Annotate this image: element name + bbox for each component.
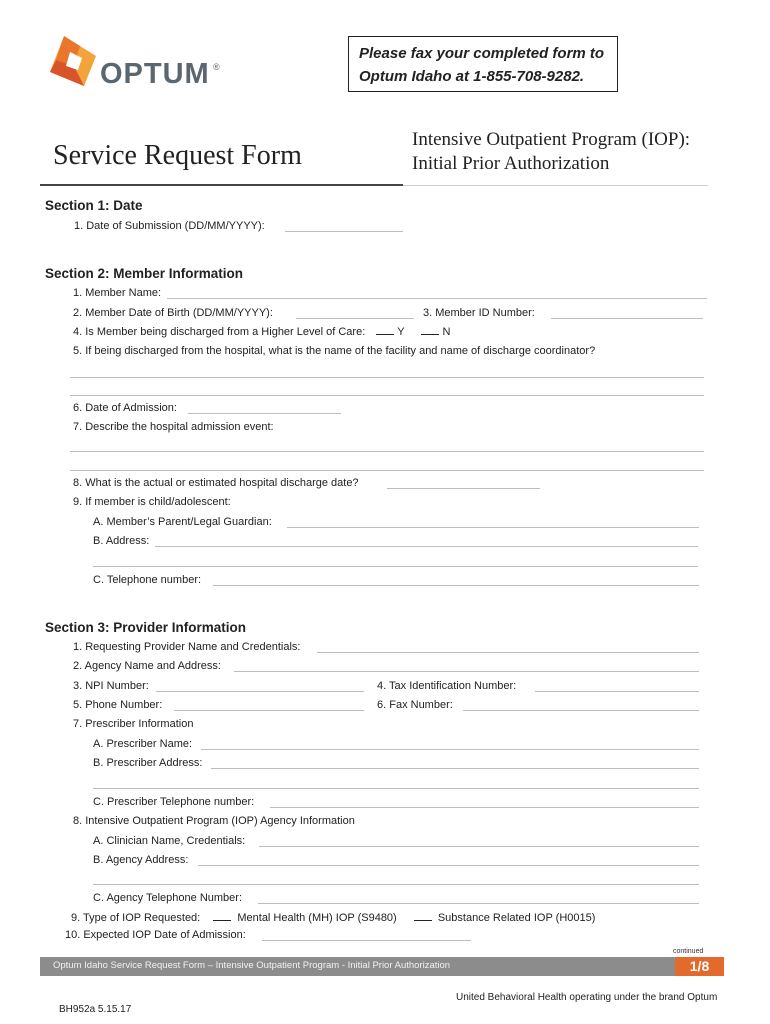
form-code: BH952a 5.15.17 — [59, 1004, 132, 1015]
admission-date-field[interactable] — [188, 413, 341, 414]
guardian-field[interactable] — [287, 527, 699, 528]
logo-wordmark: OPTUM — [100, 58, 210, 90]
expected-admission-label: 10. Expected IOP Date of Admission: — [65, 929, 246, 941]
admission-date-label: 6. Date of Admission: — [73, 402, 177, 414]
admission-event-field-2[interactable] — [70, 470, 704, 471]
guardian-address-label: B. Address: — [93, 535, 150, 547]
fax-line-2: Optum Idaho at 1-855-708-9282. — [359, 68, 585, 85]
header-divider-light — [403, 185, 708, 186]
prescriber-address-field-2[interactable] — [93, 788, 699, 789]
discharge-facility-label: 5. If being discharged from the hospital, what is the name of the facility and name of discharge coordinator? — [73, 345, 596, 357]
form-title: Service Request Form — [53, 140, 302, 171]
admission-event-label: 7. Describe the hospital admission event: — [73, 421, 274, 433]
requesting-provider-field[interactable] — [317, 652, 699, 653]
discharge-date-field[interactable] — [387, 488, 540, 489]
member-name-field[interactable] — [167, 298, 707, 299]
agency-name-field[interactable] — [234, 671, 699, 672]
iop-type-mh: Mental Health (MH) IOP (S9480) — [237, 912, 397, 924]
expected-admission-field[interactable] — [262, 940, 471, 941]
footer-title: Optum Idaho Service Request Form – Intensive Outpatient Program - Initial Prior Authorization — [53, 960, 451, 971]
date-of-submission-label: 1. Date of Submission (DD/MM/YYYY): — [74, 220, 265, 232]
page-number: 1/8 — [675, 957, 724, 976]
header-divider — [40, 184, 403, 186]
brand-note: United Behavioral Health operating under the brand Optum — [456, 992, 718, 1003]
section-3-title: Section 3: Provider Information — [45, 620, 247, 635]
admission-event-field-1[interactable] — [70, 451, 704, 452]
agency-phone-label: C. Agency Telephone Number: — [93, 892, 242, 904]
program-title-line-1: Intensive Outpatient Program (IOP): — [412, 129, 691, 150]
requesting-provider-label: 1. Requesting Provider Name and Credentials: — [73, 641, 301, 653]
guardian-address-field-1[interactable] — [155, 546, 698, 547]
guardian-label: A. Member’s Parent/Legal Guardian: — [93, 516, 272, 528]
tax-id-label: 4. Tax Identification Number: — [377, 680, 517, 692]
fax-line-1: Please fax your completed form to — [359, 45, 605, 62]
member-dob-label: 2. Member Date of Birth (DD/MM/YYYY): — [73, 307, 273, 319]
agency-phone-field[interactable] — [258, 903, 699, 904]
member-id-field[interactable] — [551, 318, 703, 319]
fax-instruction-box — [348, 36, 618, 92]
prescriber-info-label: 7. Prescriber Information — [73, 718, 194, 730]
higher-level-care-no-blank[interactable] — [421, 334, 439, 335]
higher-level-care-no: N — [442, 326, 451, 338]
guardian-phone-label: C. Telephone number: — [93, 574, 202, 586]
tax-id-field[interactable] — [535, 691, 699, 692]
iop-type-mh-blank[interactable] — [213, 920, 231, 921]
optum-logo-icon — [50, 36, 98, 88]
continued-note: continued — [673, 948, 704, 955]
higher-level-care-yes: Y — [397, 326, 405, 338]
section-2-title: Section 2: Member Information — [45, 266, 244, 281]
prescriber-name-field[interactable] — [201, 749, 699, 750]
agency-address-field-2[interactable] — [93, 884, 699, 885]
discharge-date-label: 8. What is the actual or estimated hospital discharge date? — [73, 477, 359, 489]
member-dob-field[interactable] — [296, 318, 414, 319]
agency-address-label: B. Agency Address: — [93, 854, 189, 866]
phone-number-field[interactable] — [174, 710, 364, 711]
child-adolescent-label: 9. If member is child/adolescent: — [73, 496, 231, 508]
agency-address-field-1[interactable] — [198, 865, 699, 866]
registered-mark: ® — [213, 62, 220, 72]
npi-number-label: 3. NPI Number: — [73, 680, 149, 692]
fax-number-field[interactable] — [463, 710, 699, 711]
fax-number-label: 6. Fax Number: — [377, 699, 453, 711]
discharge-facility-field-1[interactable] — [70, 377, 704, 378]
date-of-submission-field[interactable] — [285, 231, 403, 232]
member-id-label: 3. Member ID Number: — [423, 307, 535, 319]
prescriber-address-label: B. Prescriber Address: — [93, 757, 203, 769]
iop-type-label — [71, 912, 595, 924]
section-1-title: Section 1: Date — [45, 198, 143, 213]
clinician-name-field[interactable] — [259, 846, 699, 847]
npi-number-field[interactable] — [156, 691, 364, 692]
agency-name-label: 2. Agency Name and Address: — [73, 660, 221, 672]
guardian-phone-field[interactable] — [213, 585, 699, 586]
iop-type-substance: Substance Related IOP (H0015) — [437, 912, 596, 924]
discharge-facility-field-2[interactable] — [70, 395, 704, 396]
iop-agency-info-label: 8. Intensive Outpatient Program (IOP) Agency Information — [73, 815, 355, 827]
clinician-name-label: A. Clinician Name, Credentials: — [93, 835, 246, 847]
program-title — [412, 128, 690, 176]
program-title-line-2: Initial Prior Authorization — [412, 153, 610, 174]
higher-level-care-question: 4. Is Member being discharged from a Higher Level of Care: — [73, 326, 366, 338]
prescriber-address-field-1[interactable] — [211, 768, 699, 769]
prescriber-phone-field[interactable] — [270, 807, 699, 808]
phone-number-label: 5. Phone Number: — [73, 699, 163, 711]
higher-level-care-yes-blank[interactable] — [376, 334, 394, 335]
member-name-label: 1. Member Name: — [73, 287, 162, 299]
iop-type-substance-blank[interactable] — [414, 920, 432, 921]
guardian-address-field-2[interactable] — [93, 566, 698, 567]
prescriber-phone-label: C. Prescriber Telephone number: — [93, 796, 255, 808]
prescriber-name-label: A. Prescriber Name: — [93, 738, 193, 750]
higher-level-care-label — [73, 326, 450, 338]
iop-type-question: 9. Type of IOP Requested: — [71, 912, 201, 924]
